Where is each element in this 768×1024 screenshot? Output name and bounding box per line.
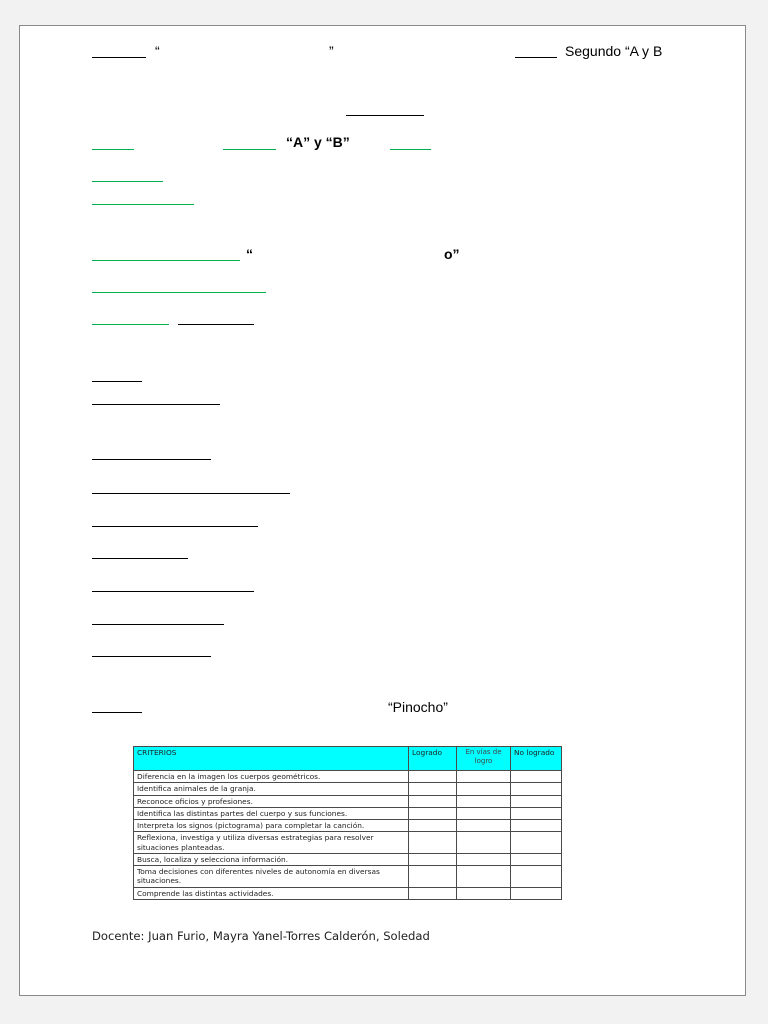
criterion-cell: Identifica las distintas partes del cuerpo y sus funciones. — [134, 807, 409, 819]
cell — [457, 853, 511, 865]
blank-line — [92, 624, 224, 625]
green-blank-line — [92, 181, 163, 182]
cell — [409, 853, 457, 865]
cell — [511, 832, 562, 854]
cell — [409, 866, 457, 888]
blank-line — [92, 381, 142, 382]
cell — [511, 795, 562, 807]
cell — [457, 887, 511, 899]
table-row — [134, 887, 562, 899]
close-quote: ” — [329, 43, 334, 59]
criterion-cell: Diferencia en la imagen los cuerpos geométricos. — [134, 771, 409, 783]
cell — [457, 783, 511, 795]
cell — [457, 771, 511, 783]
blank-line — [92, 404, 220, 405]
criterion-cell: Comprende las distintas actividades. — [134, 887, 409, 899]
title-open-quote: “ — [246, 246, 253, 262]
green-blank-line — [92, 292, 266, 293]
green-blank-line — [92, 149, 134, 150]
criterion-cell: Interpreta los signos (pictograma) para completar la canción. — [134, 820, 409, 832]
cell — [409, 820, 457, 832]
table-row — [134, 807, 562, 819]
sections-label: “A” y “B” — [286, 134, 350, 150]
blank-line — [92, 493, 290, 494]
criterion-cell: Identifica animales de la granja. — [134, 783, 409, 795]
cell — [511, 887, 562, 899]
header-no-logrado: No logrado — [511, 747, 562, 771]
open-quote: “ — [155, 43, 160, 59]
cell — [511, 807, 562, 819]
green-blank-line — [223, 149, 276, 150]
blank-line — [92, 57, 146, 58]
blank-line — [346, 115, 424, 116]
blank-line — [515, 57, 557, 58]
table-row — [134, 795, 562, 807]
blank-line — [92, 526, 258, 527]
song-title: “Pinocho” — [388, 699, 448, 715]
header-criterios: CRITERIOS — [134, 747, 409, 771]
table-row — [134, 783, 562, 795]
document-page — [19, 25, 746, 996]
cell — [409, 887, 457, 899]
cell — [409, 771, 457, 783]
cell — [457, 866, 511, 888]
cell — [511, 820, 562, 832]
blank-line — [92, 459, 211, 460]
blank-line — [92, 591, 254, 592]
cell — [511, 771, 562, 783]
criteria-table — [133, 746, 562, 900]
criterion-cell: Busca, localiza y selecciona información. — [134, 853, 409, 865]
green-blank-line — [92, 324, 169, 325]
cell — [457, 820, 511, 832]
cell — [409, 795, 457, 807]
table-row — [134, 820, 562, 832]
table-row — [134, 771, 562, 783]
cell — [457, 807, 511, 819]
table-row — [134, 866, 562, 888]
header-en-vias: En vías de logro — [457, 747, 511, 771]
blank-line — [92, 558, 188, 559]
table-header-row — [134, 747, 562, 771]
cell — [511, 783, 562, 795]
green-blank-line — [390, 149, 431, 150]
criterion-cell: Reflexiona, investiga y utiliza diversas estrategias para resolver situaciones planteadas. — [134, 832, 409, 854]
title-end: o” — [444, 246, 460, 262]
header-logrado: Logrado — [409, 747, 457, 771]
blank-line — [92, 656, 211, 657]
cell — [511, 866, 562, 888]
table-row — [134, 832, 562, 854]
cell — [409, 832, 457, 854]
criterion-cell: Reconoce oficios y profesiones. — [134, 795, 409, 807]
teacher-credits: Docente: Juan Furio, Mayra Yanel-Torres Calderón, Soledad — [92, 929, 430, 943]
grade-label: Segundo “A y B — [565, 43, 663, 59]
cell — [409, 807, 457, 819]
cell — [511, 853, 562, 865]
criterion-cell: Toma decisiones con diferentes niveles de autonomía en diversas situaciones. — [134, 866, 409, 888]
cell — [457, 795, 511, 807]
cell — [457, 832, 511, 854]
blank-line — [92, 712, 142, 713]
blank-line — [178, 324, 254, 325]
green-blank-line — [92, 260, 240, 261]
table-row — [134, 853, 562, 865]
cell — [409, 783, 457, 795]
green-blank-line — [92, 204, 194, 205]
